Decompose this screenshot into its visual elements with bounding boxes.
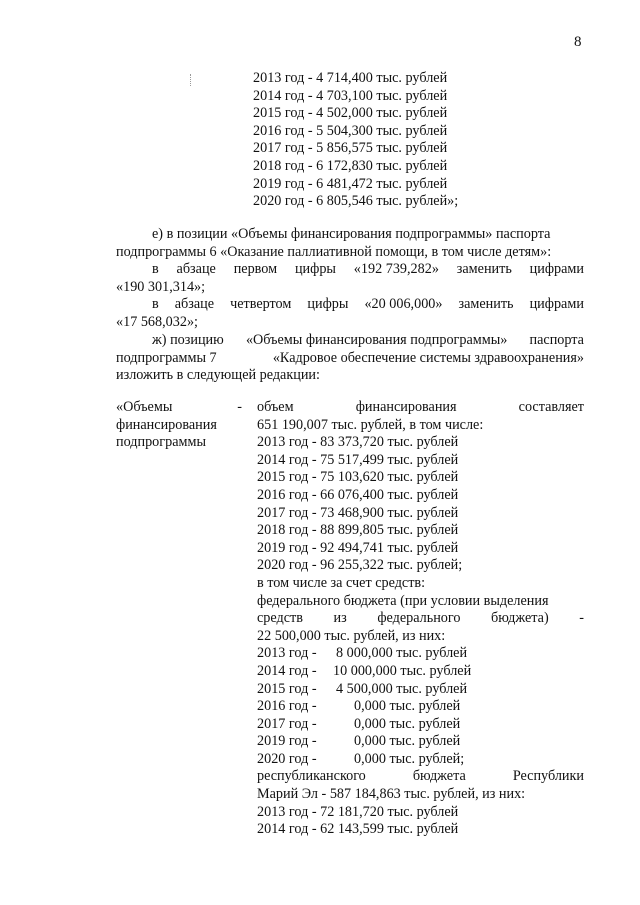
list-item	[257, 716, 584, 734]
list-item: 2013 год - 83 373,720 тыс. рублей	[257, 434, 459, 451]
paragraph-line: подпрограммы 6 «Оказание паллиативной помощи, в том числе детям»:	[116, 243, 552, 260]
word: цифры	[294, 261, 336, 278]
year-label: 2019 год -	[257, 733, 317, 750]
paragraph-e	[116, 226, 584, 332]
list-item: 2020 год - 6 805,546 тыс. рублей»;	[253, 193, 459, 210]
label-line	[116, 399, 242, 417]
word: объем	[257, 399, 294, 415]
word: заменить	[458, 296, 514, 313]
phrase: «Объемы финансирования подпрограммы»	[245, 332, 508, 348]
list-item: 2019 год - 92 494,741 тыс. рублей	[257, 539, 459, 556]
year-label: 2013 год -	[257, 645, 317, 662]
phrase: ж) позицию	[152, 332, 224, 348]
amount: 0,000 тыс. рублей	[354, 698, 461, 715]
year-label: 2014 год -	[257, 662, 317, 679]
phrase: паспорта	[529, 332, 584, 348]
word: финансирования	[355, 399, 457, 415]
paragraph-line: «17 568,032»;	[116, 313, 198, 330]
paragraph-zh	[116, 332, 584, 385]
word: «192 739,282»	[353, 261, 439, 278]
amount: 8 000,000 тыс. рублей	[336, 645, 468, 662]
content-line: федерального бюджета (при условии выделения	[257, 592, 549, 609]
phrase: подпрограммы 7	[116, 349, 217, 366]
word: цифрами	[529, 261, 584, 278]
page-number: 8	[574, 34, 582, 50]
word: цифрами	[529, 296, 584, 313]
word: цифры	[307, 296, 349, 313]
paragraph-line: «190 301,314»;	[116, 278, 206, 295]
year-label: 2015 год -	[257, 680, 317, 697]
word: бюджета	[412, 768, 466, 785]
amount: 0,000 тыс. рублей	[354, 733, 461, 750]
paragraph-line: е) в позиции «Объемы финансирования подпрограммы» паспорта	[152, 226, 551, 242]
content-line: в том числе за счет средств:	[257, 574, 426, 591]
word: четвертом	[230, 296, 292, 313]
word: бюджета)	[491, 610, 549, 627]
list-item: 2019 год - 6 481,472 тыс. рублей	[253, 175, 448, 192]
list-item: 2018 год - 6 172,830 тыс. рублей	[253, 157, 448, 174]
word: -	[579, 610, 584, 627]
list-item: 2020 год - 96 255,322 тыс. рублей;	[257, 557, 463, 574]
list-item: 2017 год - 73 468,900 тыс. рублей	[257, 504, 459, 521]
word: в	[152, 296, 159, 313]
content-line-justified	[257, 768, 584, 786]
list-item: 2017 год - 5 856,575 тыс. рублей	[253, 140, 448, 157]
paragraph-line: изложить в следующей редакции:	[116, 367, 320, 384]
year-label: 2017 год -	[257, 715, 317, 732]
word: в	[152, 261, 159, 278]
amount: 4 500,000 тыс. рублей	[336, 680, 468, 697]
amount: 0,000 тыс. рублей	[354, 715, 461, 732]
amount: 10 000,000 тыс. рублей	[333, 662, 472, 679]
list-item	[257, 645, 584, 663]
funding-years-list-6	[253, 70, 458, 211]
list-item: 2014 год - 4 703,100 тыс. рублей	[253, 87, 448, 104]
word: заменить	[456, 261, 512, 278]
scan-speck	[190, 74, 193, 86]
list-item: 2014 год - 62 143,599 тыс. рублей	[257, 821, 459, 838]
word: средств	[257, 610, 303, 627]
word: «20 006,000»	[364, 296, 443, 313]
content-line: 651 190,007 тыс. рублей, в том числе:	[257, 416, 484, 433]
word: абзаце	[176, 261, 216, 278]
word: абзаце	[174, 296, 215, 313]
word: составляет	[518, 399, 584, 415]
list-item: 2018 год - 88 899,805 тыс. рублей	[257, 522, 459, 539]
word: из	[333, 610, 347, 627]
label-line: финансирования	[116, 416, 217, 433]
word: первом	[233, 261, 278, 278]
passport-item-label	[116, 399, 242, 452]
word: республиканского	[257, 768, 366, 785]
paragraph-line-justified	[116, 332, 584, 350]
list-item: 2016 год - 66 076,400 тыс. рублей	[257, 486, 459, 503]
label-dash: -	[237, 399, 242, 415]
list-item: 2013 год - 4 714,400 тыс. рублей	[253, 70, 448, 86]
word: федерального	[377, 610, 461, 627]
year-label: 2020 год -	[257, 750, 317, 767]
list-item	[257, 663, 584, 681]
label-text: «Объемы	[116, 399, 173, 415]
content-line-justified	[257, 399, 584, 417]
paragraph-line-justified	[116, 350, 584, 368]
content-line: Марий Эл - 587 184,863 тыс. рублей, из них:	[257, 786, 526, 803]
list-item	[257, 751, 584, 769]
list-item	[257, 698, 584, 716]
year-label: 2016 год -	[257, 698, 317, 715]
list-item: 2015 год - 4 502,000 тыс. рублей	[253, 105, 448, 122]
list-item: 2016 год - 5 504,300 тыс. рублей	[253, 122, 448, 139]
content-line-justified	[257, 610, 584, 628]
content-line: 22 500,000 тыс. рублей, из них:	[257, 627, 446, 644]
list-item: 2014 год - 75 517,499 тыс. рублей	[257, 451, 459, 468]
passport-item-content	[257, 399, 584, 839]
list-item: 2013 год - 72 181,720 тыс. рублей	[257, 803, 459, 820]
label-line: подпрограммы	[116, 434, 206, 451]
list-item	[257, 733, 584, 751]
list-item: 2015 год - 75 103,620 тыс. рублей	[257, 469, 459, 486]
phrase: «Кадровое обеспечение системы здравоохранения»	[272, 349, 584, 366]
word: Республики	[512, 768, 584, 785]
amount: 0,000 тыс. рублей;	[354, 750, 465, 767]
paragraph-line-justified	[116, 296, 584, 314]
list-item	[257, 681, 584, 699]
paragraph-line-justified	[116, 261, 584, 279]
